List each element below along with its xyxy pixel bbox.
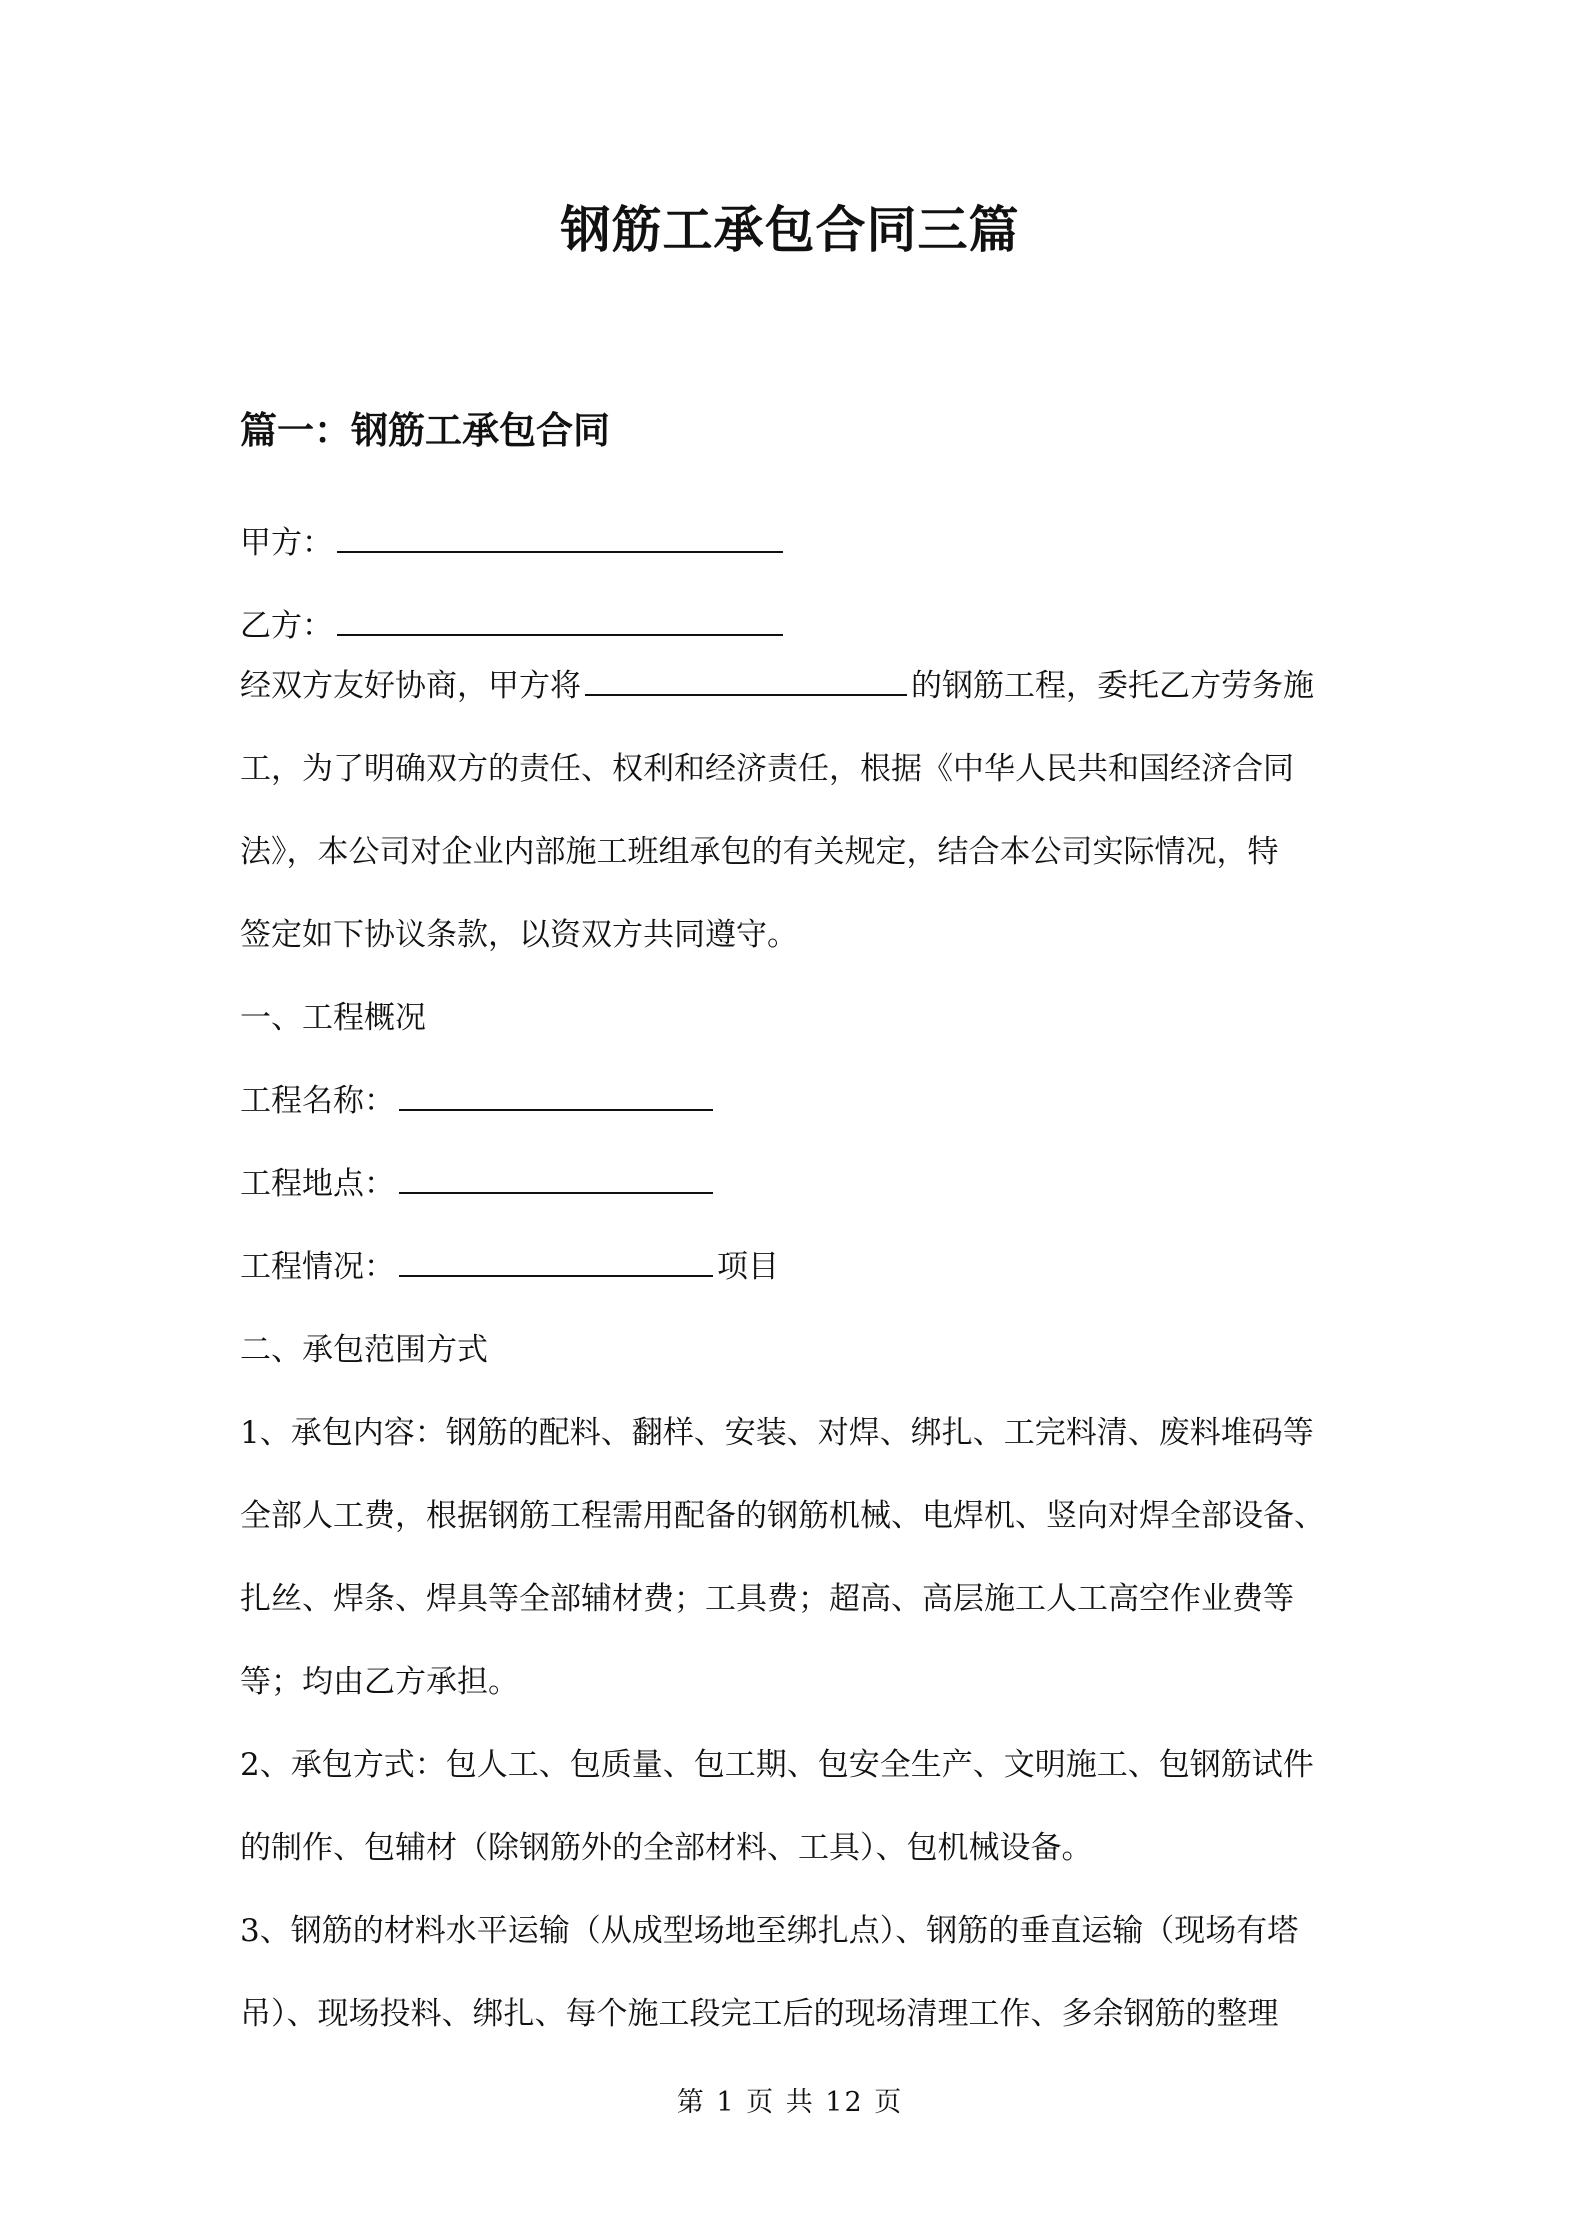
page-footer: 第 1 页 共 12 页 xyxy=(676,2087,904,2118)
project-name-line xyxy=(240,1060,1352,1143)
section-1-heading: 一、工程概况 xyxy=(240,1000,426,1036)
party-b-label: 乙方： xyxy=(240,608,333,644)
project-status-line xyxy=(240,1226,1352,1309)
project-blank xyxy=(585,667,907,696)
section-2-heading: 二、承包范围方式 xyxy=(240,1332,488,1368)
intro-line-3: 法》，本公司对企业内部施工班组承包的有关规定，结合本公司实际情况，特 xyxy=(240,834,1279,870)
item-1-line-4: 等；均由乙方承担。 xyxy=(240,1664,519,1700)
party-a-blank xyxy=(337,524,783,553)
item-2-line-2: 的制作、包辅材（除钢筋外的全部材料、工具）、包机械设备。 xyxy=(240,1830,1093,1866)
intro-line-1 xyxy=(240,645,1352,728)
project-name-label: 工程名称： xyxy=(240,1083,395,1119)
party-b-blank xyxy=(337,607,783,636)
project-status-label: 工程情况： xyxy=(240,1249,395,1285)
party-a-label: 甲方： xyxy=(240,525,333,561)
intro-line-4: 签定如下协议条款，以资双方共同遵守。 xyxy=(240,917,798,953)
item-1-line-1: 1、承包内容：钢筋的配料、翻样、安装、对焊、绑扎、工完料清、废料堆码等 xyxy=(240,1415,1314,1451)
project-status-blank xyxy=(399,1248,713,1277)
item-3-line-2: 吊）、现场投料、绑扎、每个施工段完工后的现场清理工作、多余钢筋的整理 xyxy=(240,1996,1279,2032)
item-1-line-2: 全部人工费，根据钢筋工程需用配备的钢筋机械、电焊机、竖向对焊全部设备、 xyxy=(240,1498,1325,1534)
project-location-label: 工程地点： xyxy=(240,1166,395,1202)
intro-text-1b: 的钢筋工程，委托乙方劳务施 xyxy=(911,668,1314,704)
intro-line-2: 工，为了明确双方的责任、权利和经济责任，根据《中华人民共和国经济合同 xyxy=(240,751,1294,787)
item-1-line-3: 扎丝、焊条、焊具等全部辅材费；工具费；超高、高层施工人工高空作业费等 xyxy=(240,1581,1294,1617)
project-name-blank xyxy=(399,1082,713,1111)
item-2-line-1: 2、承包方式：包人工、包质量、包工期、包安全生产、文明施工、包钢筋试件 xyxy=(240,1747,1314,1783)
contract-body xyxy=(240,645,1352,2056)
parties-block xyxy=(240,502,787,585)
project-location-line xyxy=(240,1143,1352,1226)
project-status-suffix: 项目 xyxy=(717,1249,779,1285)
party-a-line xyxy=(240,502,787,585)
document-title: 钢筋工承包合同三篇 xyxy=(560,200,1020,259)
project-location-blank xyxy=(399,1165,713,1194)
section-heading: 篇一：钢筋工承包合同 xyxy=(240,408,610,452)
intro-text-1a: 经双方友好协商，甲方将 xyxy=(240,668,581,704)
item-3-line-1: 3、钢筋的材料水平运输（从成型场地至绑扎点）、钢筋的垂直运输（现场有塔 xyxy=(240,1913,1299,1949)
